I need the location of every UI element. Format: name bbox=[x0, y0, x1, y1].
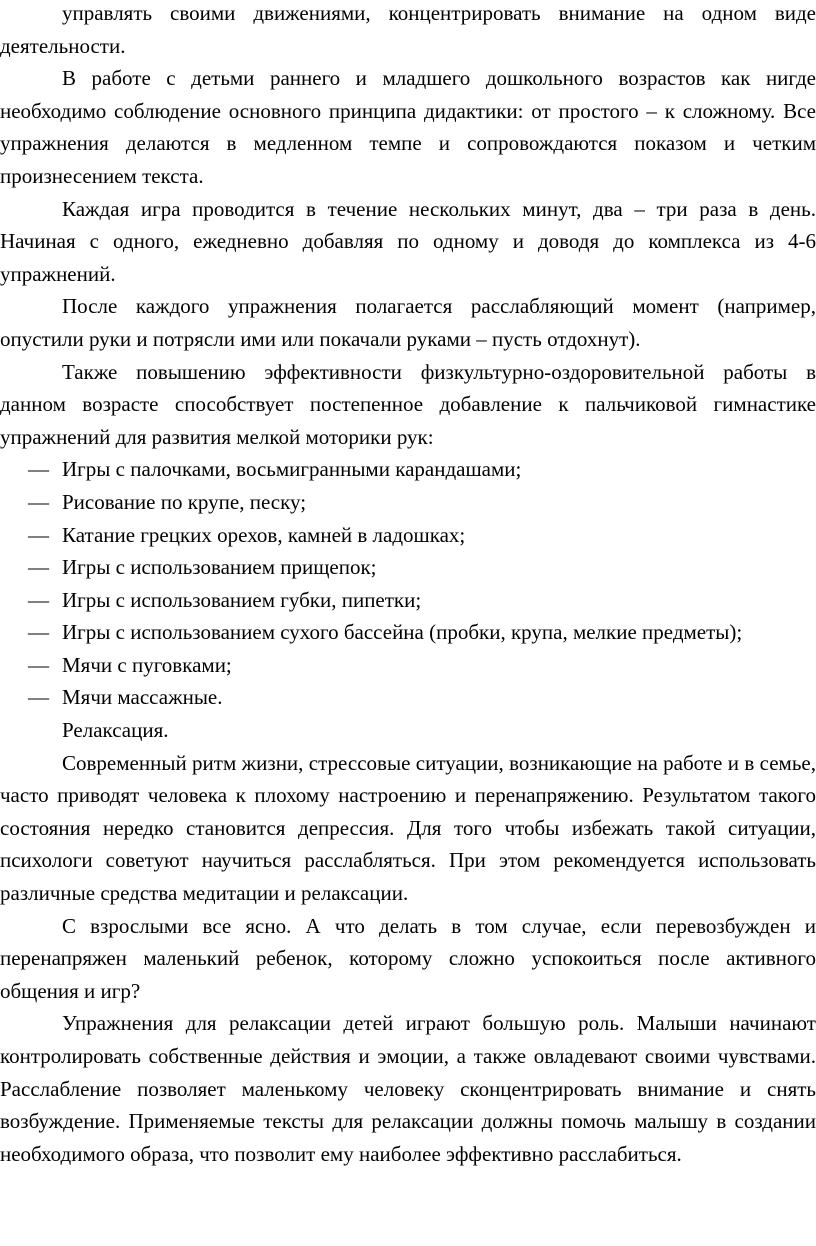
list-item bbox=[0, 584, 816, 617]
list-dash: — bbox=[28, 587, 49, 612]
paragraph-adults-children: С взрослыми все ясно. А что делать в том случае, если перевозбужден и перенапряжен маленький ребенок, которому сложно успокоиться после активного общения и игр? bbox=[0, 913, 816, 1003]
paragraph-relaxation-exercises: Упражнения для релаксации детей играют большую роль. Малыши начинают контролировать собственные действия и эмоции, а также овладевают своими чувствами. Расслабление позволяет маленькому человеку сконцентрировать внимание и снять возбуждение. Применяемые тексты для релаксации должны помочь малышу в создании необходимого образа, что позволит ему наиболее эффективно расслабиться. bbox=[0, 1011, 816, 1166]
list-item-text: Мячи массажные. bbox=[62, 685, 223, 710]
section-heading-relaxation: Релаксация. bbox=[62, 718, 169, 743]
motor-skills-list bbox=[0, 453, 816, 714]
paragraph-modern-rhythm: Современный ритм жизни, стрессовые ситуации, возникающие на работе и в семье, часто приводят человека к плохому настроению и перенапряжению. Результатом такого состояния нередко становится депрессия. Для того чтобы избежать такой ситуации, психологи советуют научиться расслабляться. При этом рекомендуется использовать различные средства медитации и релаксации. bbox=[0, 750, 816, 906]
paragraph-continuation: управлять своими движениями, концентрировать внимание на одном виде деятельности. bbox=[0, 1, 816, 58]
list-dash: — bbox=[28, 522, 49, 547]
list-item bbox=[0, 453, 816, 486]
list-item-text: Мячи с пуговками; bbox=[62, 652, 232, 677]
list-item bbox=[0, 649, 816, 682]
paragraph-didactics: В работе с детьми раннего и младшего дошкольного возрастов как нигде необходимо соблюдение основного принципа дидактики: от простого – к сложному. Все упражнения делаются в медленном темпе и сопровождаются показом и четким произнесением текста. bbox=[0, 66, 816, 188]
list-dash: — bbox=[28, 620, 49, 645]
paragraph-relaxing-moment: После каждого упражнения полагается расслабляющий момент (например, опустили руки и потрясли ими или покачали руками – пусть отдохнут). bbox=[0, 294, 816, 351]
list-dash: — bbox=[28, 555, 49, 580]
list-item-text: Игры с палочками, восьмигранными карандашами; bbox=[62, 457, 522, 482]
paragraph-motor-skills: Также повышению эффективности физкультурно-оздоровительной работы в данном возрасте способствует постепенное добавление к пальчиковой гимнастике упражнений для развития мелкой моторики рук: bbox=[0, 359, 816, 449]
paragraph-game-duration: Каждая игра проводится в течение нескольких минут, два – три раза в день. Начиная с одного, ежедневно добавляя по одному и доводя до комплекса из 4-6 упражнений. bbox=[0, 196, 816, 286]
list-item bbox=[0, 519, 816, 552]
list-item bbox=[0, 551, 816, 584]
list-item-text: Рисование по крупе, песку; bbox=[62, 489, 307, 514]
list-item-text: Игры с использованием прищепок; bbox=[62, 555, 377, 580]
list-item bbox=[0, 486, 816, 519]
list-item bbox=[0, 681, 816, 714]
list-dash: — bbox=[28, 685, 49, 710]
list-item-text: Игры с использованием сухого бассейна (пробки, крупа, мелкие предметы); bbox=[62, 620, 743, 645]
list-item bbox=[0, 616, 816, 649]
list-dash: — bbox=[28, 457, 49, 482]
list-dash: — bbox=[28, 652, 49, 677]
list-item-text: Катание грецких орехов, камней в ладошках; bbox=[62, 522, 466, 547]
list-dash: — bbox=[28, 489, 49, 514]
list-item-text: Игры с использованием губки, пипетки; bbox=[62, 587, 422, 612]
